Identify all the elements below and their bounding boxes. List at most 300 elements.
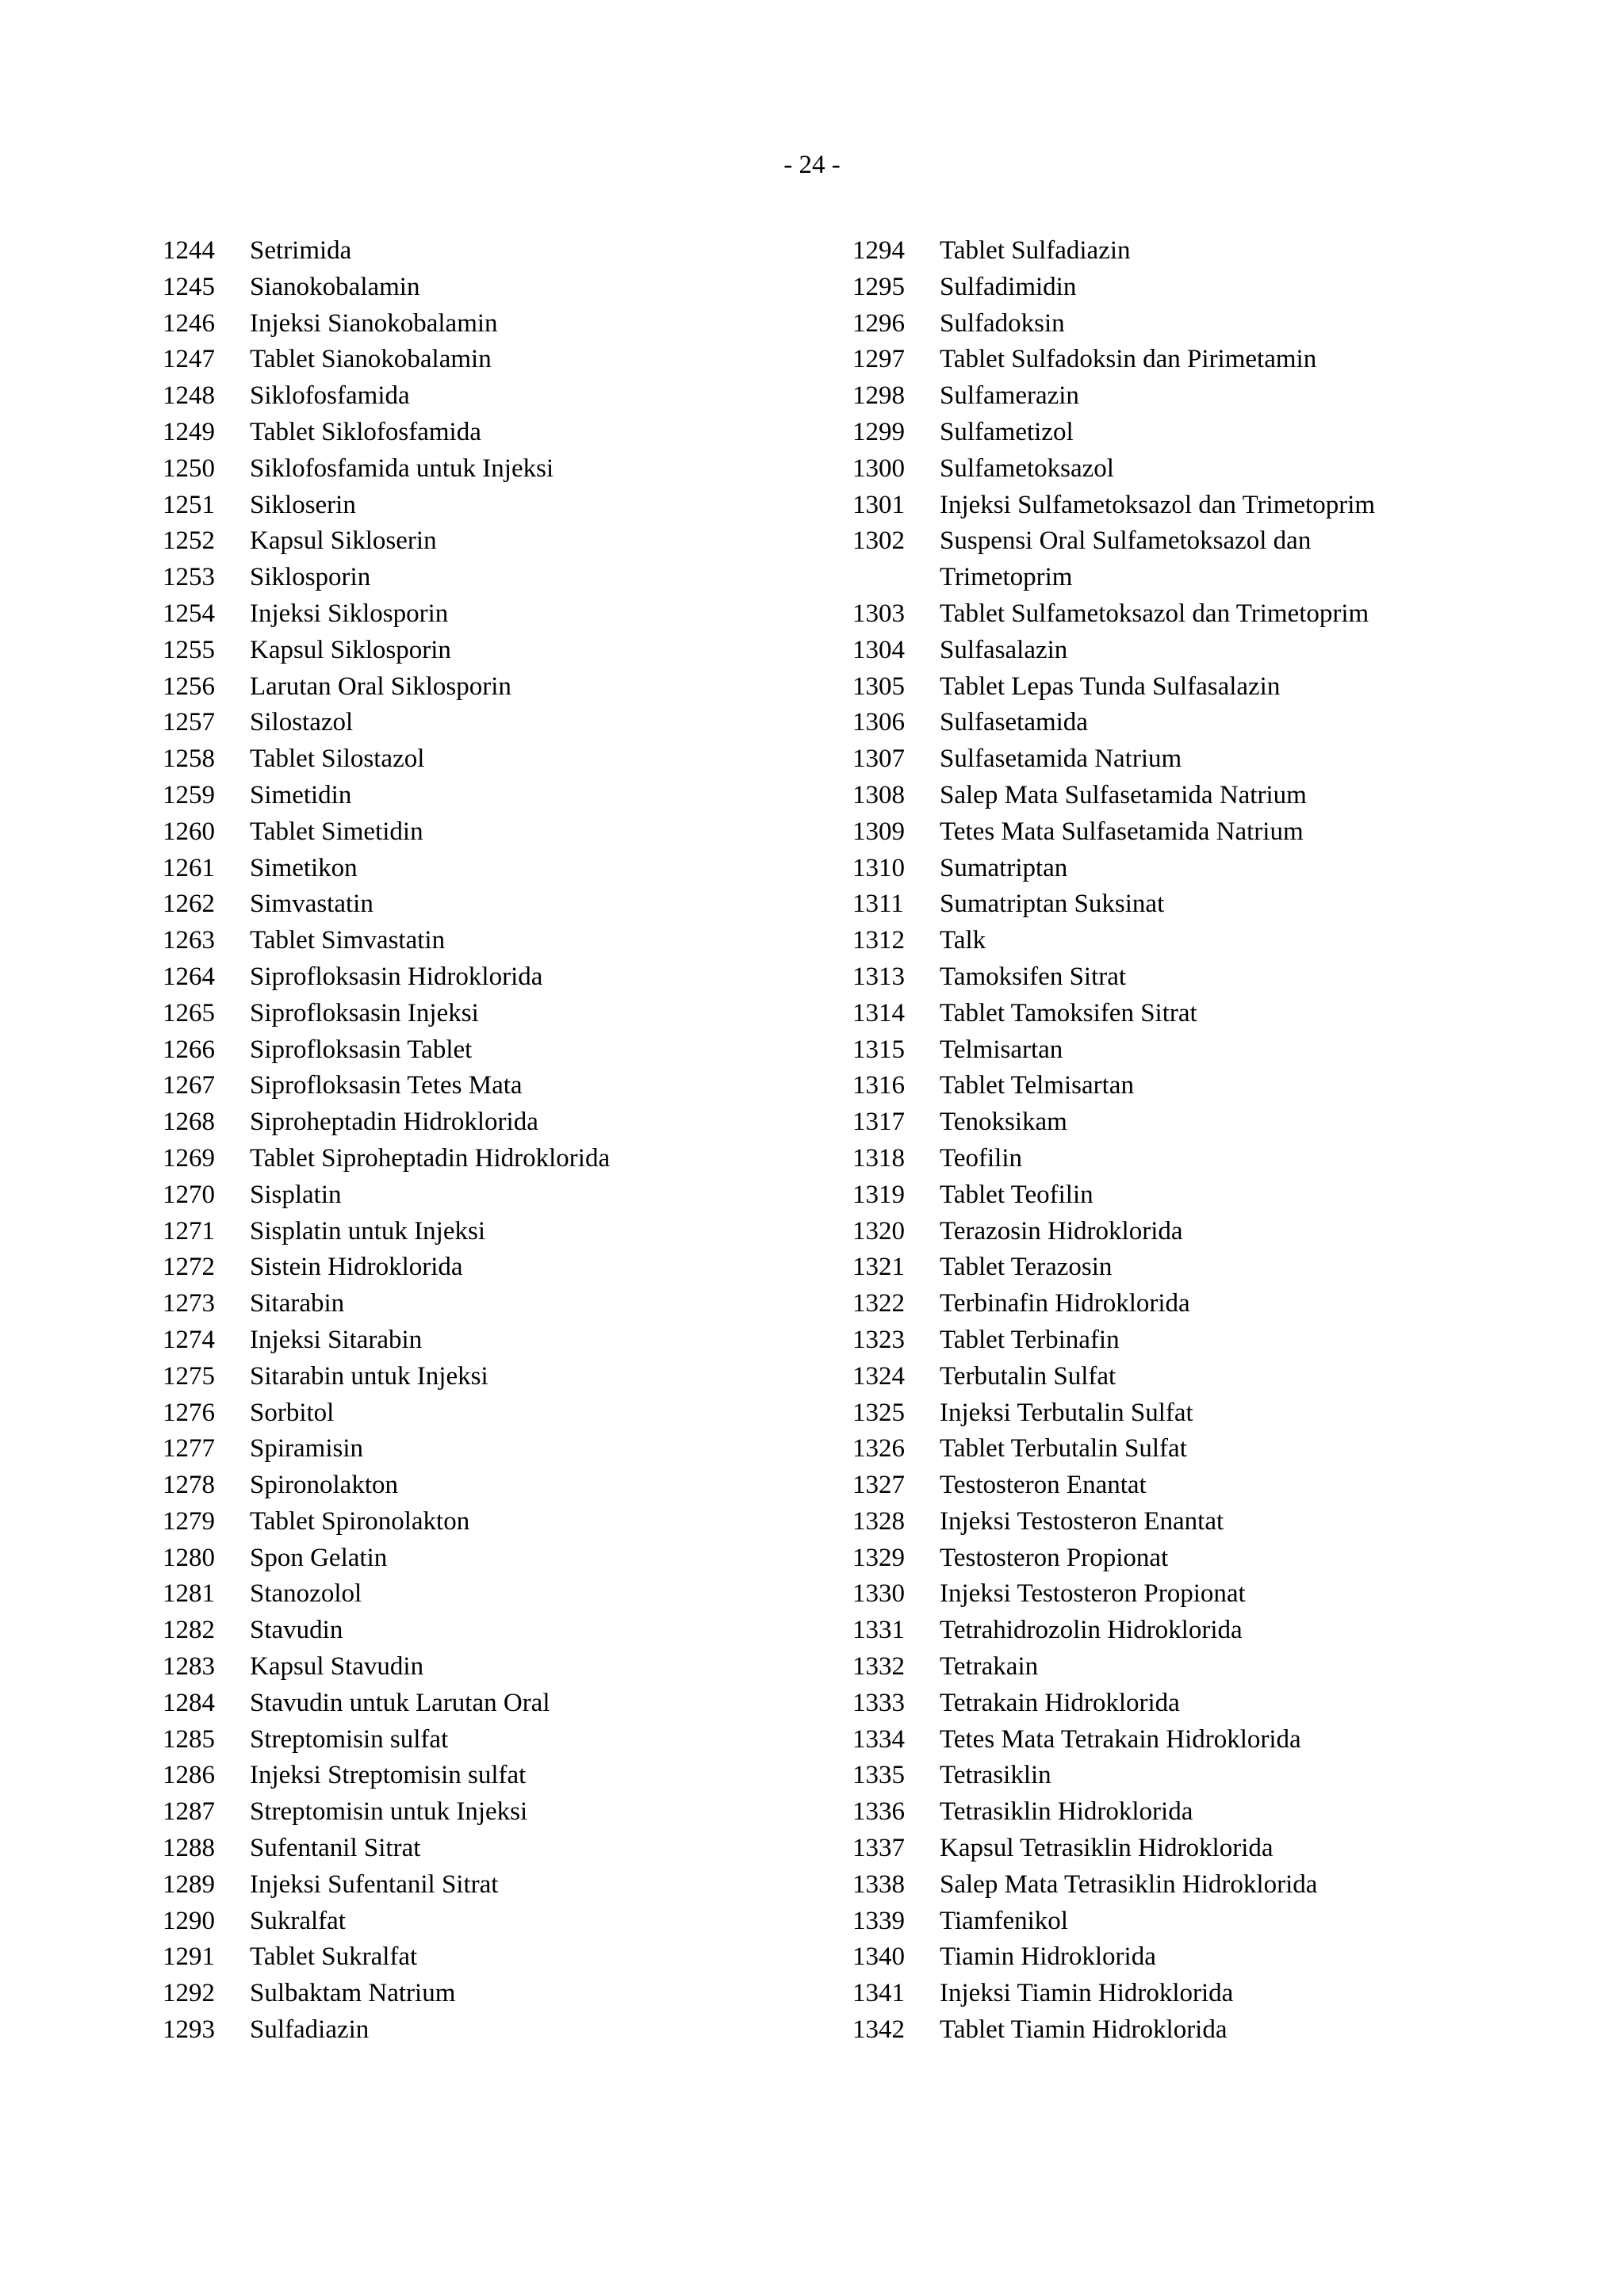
list-item [852,1286,1566,1322]
entry-name [250,1395,829,1432]
entry-number: 1279 [163,1506,215,1536]
entry-name-text: Tetes Mata Tetrakain Hidroklorida [940,1724,1301,1754]
entry-number: 1319 [852,1180,905,1209]
list-item [852,741,1566,778]
list-item [852,1141,1566,1177]
entry-name [250,1359,829,1395]
list-item [163,1613,829,1649]
entry-name [250,488,829,524]
entry-number: 1296 [852,308,905,338]
entry-name [940,1395,1566,1432]
entry-name-text: Sisplatin [250,1180,342,1209]
list-item [163,342,829,378]
entry-name-text: Tablet Terbutalin Sulfat [940,1434,1187,1464]
list-item [163,923,829,959]
list-item [852,523,1566,596]
list-item [163,415,829,451]
entry-number: 1300 [852,453,905,483]
entry-name-text: Sulfadoksin [940,308,1065,338]
entry-name-text: Tetes Mata Sulfasetamida Natrium [940,817,1304,846]
entry-name [940,1758,1566,1794]
list-item [163,1867,829,1904]
entry-name-text: Injeksi Sitarabin [250,1325,423,1354]
list-item [852,1104,1566,1141]
entry-number: 1309 [852,817,905,846]
list-item [163,1794,829,1831]
entry-name-text: Tablet Terbinafin [940,1325,1120,1354]
list-item [852,1359,1566,1395]
entry-name-text: Terbutalin Sulfat [940,1361,1116,1391]
list-item [163,270,829,306]
entry-name [940,1722,1566,1758]
entry-number: 1270 [163,1180,215,1209]
entry-number: 1326 [852,1434,905,1464]
entry-name-text: Tetrakain Hidroklorida [940,1688,1180,1717]
entry-name [940,1249,1566,1286]
entry-name [250,233,829,270]
entry-number: 1288 [163,1834,215,1863]
entry-name [250,1976,829,2012]
entry-name-text: Sulfametoksazol [940,453,1114,483]
entry-name [250,1032,829,1069]
entry-name [940,741,1566,778]
entry-name [940,1068,1566,1104]
entry-number: 1315 [852,1035,905,1064]
entry-name-text: Kapsul Tetrasiklin Hidroklorida [940,1834,1274,1863]
entry-number: 1317 [852,1108,905,1137]
entry-name-text: Injeksi Streptomisin sulfat [250,1761,527,1790]
list-item [852,342,1566,378]
entry-name-continuation: Trimetoprim [940,563,1073,592]
entry-number: 1339 [852,1906,905,1935]
list-item [852,1214,1566,1250]
entry-name [940,1794,1566,1831]
list-item [163,959,829,996]
entry-name [250,1286,829,1322]
entry-name [250,886,829,923]
list-item [163,1177,829,1214]
entry-name [250,1831,829,1867]
entry-name-text: Siprofloksasin Tablet [250,1035,473,1064]
entry-number: 1281 [163,1579,215,1609]
entry-name [940,669,1566,706]
entry-name-text: Siprofloksasin Tetes Mata [250,1071,523,1100]
entry-name-text: Talk [940,926,986,955]
entry-number: 1247 [163,345,215,374]
list-item [852,1939,1566,1976]
entry-name-text: Stanozolol [250,1579,362,1609]
entry-name [940,1576,1566,1613]
entry-number: 1327 [852,1471,905,1500]
entry-number: 1261 [163,853,215,882]
entry-name-text: Tablet Terazosin [940,1253,1113,1282]
entry-name-text: Sumatriptan [940,853,1068,882]
entry-name-text: Tamoksifen Sitrat [940,962,1127,991]
entry-name [250,1867,829,1904]
entry-name-text: Tablet Sukralfat [250,1942,418,1972]
entry-name [250,596,829,633]
list-item [852,814,1566,851]
entry-number: 1341 [852,1979,905,2008]
entry-name [250,705,829,741]
entry-name-text: Sulfametizol [940,417,1074,446]
entry-name-text: Kapsul Sikloserin [250,526,437,556]
entry-name-text: Tablet Tamoksifen Sitrat [940,998,1197,1027]
list-item [852,851,1566,887]
entry-name [940,1504,1566,1540]
entry-number: 1331 [852,1616,905,1645]
entry-number: 1286 [163,1761,215,1790]
entry-number: 1342 [852,2015,905,2045]
entry-number: 1329 [852,1543,905,1572]
entry-name [940,1431,1566,1468]
list-item [852,1032,1566,1069]
entry-name-text: Tablet Tiamin Hidroklorida [940,2015,1228,2045]
entry-number: 1267 [163,1071,215,1100]
entry-number: 1273 [163,1289,215,1318]
entry-name-text: Tablet Telmisartan [940,1071,1134,1100]
list-item [163,1722,829,1758]
entry-name [250,1104,829,1141]
list-item [852,1504,1566,1540]
entry-number: 1322 [852,1289,905,1318]
entry-name-text: Sukralfat [250,1906,346,1935]
entry-name-text: Tablet Siproheptadin Hidroklorida [250,1143,611,1173]
entry-number: 1325 [852,1398,905,1427]
list-item [163,1904,829,1940]
entry-name [250,1904,829,1940]
entry-number: 1287 [163,1797,215,1827]
entry-number: 1289 [163,1869,215,1899]
entry-name-text: Sulfadiazin [250,2015,370,2045]
entry-name [250,1649,829,1686]
entry-number: 1257 [163,708,215,737]
entry-name [250,415,829,451]
entry-number: 1266 [163,1035,215,1064]
entry-name [250,1613,829,1649]
list-item [852,633,1566,669]
entry-number: 1283 [163,1652,215,1682]
entry-name-text: Siklofosfamida untuk Injeksi [250,453,554,483]
entry-number: 1312 [852,926,905,955]
entry-name-text: Spon Gelatin [250,1543,388,1572]
entry-name-text: Sumatriptan Suksinat [940,890,1165,919]
list-item [163,1831,829,1867]
entry-name [250,342,829,378]
entry-number: 1340 [852,1942,905,1972]
entry-number: 1262 [163,890,215,919]
list-item [852,1068,1566,1104]
entry-name [250,959,829,996]
list-item [852,1649,1566,1686]
entry-name [250,1576,829,1613]
entry-name-text: Telmisartan [940,1035,1063,1064]
entry-name [940,1831,1566,1867]
entry-name [250,1177,829,1214]
entry-name [250,1794,829,1831]
list-item [852,1758,1566,1794]
entry-name-text: Testosteron Enantat [940,1471,1147,1500]
list-item [163,741,829,778]
entry-number: 1295 [852,272,905,301]
list-item [852,1322,1566,1359]
entry-name-text: Injeksi Testosteron Enantat [940,1506,1224,1536]
entry-name-text: Larutan Oral Siklosporin [250,672,511,701]
entry-name [940,1976,1566,2012]
entry-name-text: Sikloserin [250,490,356,519]
list-item [852,1177,1566,1214]
list-item [163,488,829,524]
list-item [163,1686,829,1722]
entry-number: 1297 [852,345,905,374]
entry-name-text: Tenoksikam [940,1108,1067,1137]
list-item [852,778,1566,814]
entry-number: 1294 [852,236,905,265]
entry-name-text: Suspensi Oral Sulfametoksazol dan [940,526,1312,556]
entry-number: 1291 [163,1942,215,1972]
entry-number: 1252 [163,526,215,556]
entry-number: 1301 [852,490,905,519]
list-item [852,1431,1566,1468]
entry-name [940,1286,1566,1322]
list-item [163,1431,829,1468]
entry-number: 1284 [163,1688,215,1717]
list-item [163,1322,829,1359]
list-item [852,923,1566,959]
entry-number: 1298 [852,381,905,411]
entry-name-text: Sitarabin untuk Injeksi [250,1361,488,1391]
entry-name-text: Injeksi Sulfametoksazol dan Trimetoprim [940,490,1376,519]
list-item [852,1831,1566,1867]
entry-number: 1314 [852,998,905,1027]
entry-name [250,923,829,959]
entry-number: 1249 [163,417,215,446]
entry-name-text: Injeksi Terbutalin Sulfat [940,1398,1193,1427]
list-item [852,1540,1566,1577]
entry-name-text: Injeksi Sianokobalamin [250,308,498,338]
entry-name [940,415,1566,451]
entry-name-text: Tablet Silostazol [250,744,425,774]
entry-number: 1260 [163,817,215,846]
entry-name [940,1686,1566,1722]
entry-number: 1307 [852,744,905,774]
entry-name [940,1214,1566,1250]
entry-name-text: Sistein Hidroklorida [250,1253,463,1282]
list-item [163,378,829,415]
entry-name-text: Salep Mata Sulfasetamida Natrium [940,780,1307,809]
entry-number: 1268 [163,1108,215,1137]
list-item [163,633,829,669]
entry-name-text: Tablet Sulfametoksazol dan Trimetoprim [940,599,1369,628]
entry-name-text: Tablet Simetidin [250,817,423,846]
entry-name [250,1431,829,1468]
list-item [852,1686,1566,1722]
entry-number: 1290 [163,1906,215,1935]
entry-number: 1335 [852,1761,905,1790]
entry-name [250,2012,829,2049]
entry-name-text: Tablet Spironolakton [250,1506,470,1536]
entry-name-text: Sulfamerazin [940,381,1079,411]
entry-number: 1272 [163,1253,215,1282]
list-item [852,378,1566,415]
entry-name [250,851,829,887]
entry-name [250,306,829,342]
entry-name [940,1468,1566,1504]
list-item [163,1395,829,1432]
entry-name [940,705,1566,741]
entry-name [940,451,1566,488]
list-item [163,451,829,488]
entry-number: 1245 [163,272,215,301]
entry-name [250,1504,829,1540]
entry-number: 1254 [163,599,215,628]
entry-number: 1303 [852,599,905,628]
entry-number: 1308 [852,780,905,809]
entry-name-text: Setrimida [250,236,352,265]
entry-name [940,1649,1566,1686]
entry-number: 1274 [163,1325,215,1354]
entry-name-text: Kapsul Stavudin [250,1652,424,1682]
entry-number: 1293 [163,2015,215,2045]
entry-name [250,523,829,560]
entry-number: 1320 [852,1216,905,1246]
entry-name [250,633,829,669]
entry-number: 1305 [852,672,905,701]
list-item [163,1359,829,1395]
entry-number: 1277 [163,1434,215,1464]
entry-number: 1253 [163,563,215,592]
entry-name-text: Testosteron Propionat [940,1543,1169,1572]
entry-number: 1316 [852,1071,905,1100]
entry-name-text: Siproheptadin Hidroklorida [250,1108,538,1137]
entry-name-text: Simetidin [250,780,352,809]
entry-number: 1306 [852,708,905,737]
entry-name-text: Tablet Simvastatin [250,926,446,955]
entry-number: 1246 [163,308,215,338]
entry-number: 1251 [163,490,215,519]
entry-name-text: Stavudin untuk Larutan Oral [250,1688,550,1717]
entry-name-text: Tiamin Hidroklorida [940,1942,1156,1972]
entry-name-text: Simvastatin [250,890,373,919]
entry-name [940,633,1566,669]
list-item [163,523,829,560]
entry-number: 1255 [163,635,215,664]
entry-name-text: Sulbaktam Natrium [250,1979,456,2008]
entry-number: 1265 [163,998,215,1027]
entry-name [250,741,829,778]
entry-number: 1304 [852,635,905,664]
entry-name-text: Tetrasiklin [940,1761,1051,1790]
list-item [163,1249,829,1286]
entry-name [940,1141,1566,1177]
entry-name-text: Spiramisin [250,1434,364,1464]
entry-name [940,2012,1566,2049]
entry-name [250,669,829,706]
entry-name [940,1359,1566,1395]
entry-name [250,1540,829,1577]
entry-name [940,488,1566,524]
entry-name-text: Injeksi Testosteron Propionat [940,1579,1246,1609]
entry-name-text: Siprofloksasin Injeksi [250,998,479,1027]
entry-name [250,1141,829,1177]
entry-name [940,378,1566,415]
entry-name [250,814,829,851]
entry-name-text: Streptomisin sulfat [250,1724,449,1754]
entry-name-text: Injeksi Tiamin Hidroklorida [940,1979,1234,2008]
entry-name-text: Stavudin [250,1616,343,1645]
entry-name-text: Kapsul Siklosporin [250,635,451,664]
entry-name [940,1540,1566,1577]
list-item [163,1068,829,1104]
entry-number: 1285 [163,1724,215,1754]
entry-number: 1311 [852,890,904,919]
entry-name-text: Tetrakain [940,1652,1039,1682]
list-item [852,1576,1566,1613]
entry-name [250,1214,829,1250]
entry-number: 1310 [852,853,905,882]
list-item [163,1104,829,1141]
entry-name [250,1322,829,1359]
entry-number: 1336 [852,1797,905,1827]
list-item [163,1576,829,1613]
entry-name-text: Tablet Sianokobalamin [250,345,492,374]
entry-number: 1269 [163,1143,215,1173]
page-number: - 24 - [783,151,841,179]
entry-name [940,1104,1566,1141]
entry-number: 1275 [163,1361,215,1391]
list-item [852,415,1566,451]
list-item [163,669,829,706]
entry-name [940,306,1566,342]
list-item [163,851,829,887]
entry-name-text: Sitarabin [250,1289,345,1318]
entry-name-text: Tablet Sulfadoksin dan Pirimetamin [940,345,1317,374]
list-item [163,778,829,814]
entry-number: 1292 [163,1979,215,2008]
entry-name [940,1032,1566,1069]
list-item [852,233,1566,270]
entry-name-text: Sorbitol [250,1398,335,1427]
list-item [163,814,829,851]
entry-name-text: Siklosporin [250,563,371,592]
list-item [163,1939,829,1976]
entry-number: 1271 [163,1216,215,1246]
entry-number: 1259 [163,780,215,809]
list-item [163,1504,829,1540]
entry-name-text: Tablet Lepas Tunda Sulfasalazin [940,672,1281,701]
entry-name [250,1686,829,1722]
entry-number: 1282 [163,1616,215,1645]
entry-name-text: Siklofosfamida [250,381,410,411]
list-item [852,1794,1566,1831]
entry-name-text: Injeksi Sufentanil Sitrat [250,1869,499,1899]
list-item [163,1214,829,1250]
entry-name-text: Sulfasetamida [940,708,1088,737]
entry-name [940,270,1566,306]
list-item [852,705,1566,741]
entry-number: 1248 [163,381,215,411]
entry-name-text: Tetrasiklin Hidroklorida [940,1797,1193,1827]
entry-name [940,233,1566,270]
entry-number: 1299 [852,417,905,446]
entry-column-left [163,233,829,2049]
entry-name [250,778,829,814]
entry-number: 1318 [852,1143,905,1173]
list-item [852,596,1566,633]
entry-name [250,451,829,488]
entry-name-text: Tablet Teofilin [940,1180,1094,1209]
list-item [163,1286,829,1322]
